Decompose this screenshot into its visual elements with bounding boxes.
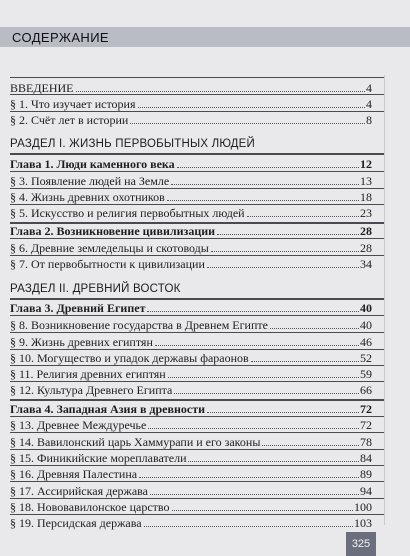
entry-page: 18 (360, 190, 372, 204)
entry-label: Глава 1. Люди каменного века (10, 157, 175, 171)
entry-label: § 14. Вавилонский царь Хаммурапи и его законы (10, 435, 261, 449)
toc-chapter[interactable] (10, 224, 372, 239)
leader-dots (188, 461, 359, 462)
leader-dots (211, 251, 359, 252)
divider (10, 349, 384, 350)
entry-page: 34 (360, 257, 372, 271)
leader-dots (207, 412, 359, 413)
divider (10, 204, 384, 205)
leader-dots (174, 393, 359, 394)
entry-label: ВВЕДЕНИЕ (10, 81, 74, 95)
entry-label: Глава 4. Западная Азия в древности (10, 402, 206, 416)
page-title: СОДЕРЖАНИЕ (12, 30, 110, 45)
divider (10, 432, 384, 433)
divider (10, 381, 384, 382)
leader-dots (171, 184, 359, 185)
toc-entry[interactable] (10, 418, 372, 433)
toc-chapter[interactable] (10, 402, 372, 417)
divider (10, 399, 384, 401)
divider (10, 171, 384, 172)
divider (10, 94, 384, 95)
entry-label: § 16. Древняя Палестина (10, 467, 138, 481)
divider (10, 365, 384, 366)
entry-label: § 10. Могущество и упадок державы фараонов (10, 351, 249, 365)
toc-entry[interactable] (10, 451, 372, 466)
entry-page: 8 (366, 113, 372, 127)
divider (10, 77, 384, 78)
leader-dots (262, 445, 359, 446)
toc-entry[interactable] (10, 367, 372, 382)
entry-label: § 15. Финикийские мореплаватели (10, 451, 187, 465)
entry-label: § 1. Что изучает история (10, 97, 136, 111)
entry-page: 84 (360, 451, 372, 465)
entry-page: 13 (360, 174, 372, 188)
toc-entry[interactable] (10, 113, 372, 128)
toc-entry[interactable] (10, 335, 372, 350)
toc-entry[interactable] (10, 467, 372, 482)
toc-chapter[interactable] (10, 157, 372, 172)
entry-page: 12 (360, 157, 372, 171)
toc-entry[interactable] (10, 383, 372, 398)
leader-dots (148, 428, 359, 429)
entry-page: 72 (360, 402, 372, 416)
entry-page: 103 (354, 516, 372, 530)
entry-label: § 19. Персидская держава (10, 516, 142, 530)
divider (10, 449, 384, 450)
toc-entry[interactable] (10, 351, 372, 366)
entry-page: 78 (360, 435, 372, 449)
leader-dots (167, 200, 359, 201)
leader-dots (150, 494, 359, 495)
entry-page: 72 (360, 418, 372, 432)
toc-entry[interactable] (10, 241, 372, 256)
entry-label: Глава 2. Возникновение цивилизации (10, 224, 216, 238)
leader-dots (147, 311, 359, 312)
entry-page: 52 (360, 351, 372, 365)
entry-page: 94 (360, 484, 372, 498)
entry-label: § 13. Древнее Междуречье (10, 418, 147, 432)
toc-entry[interactable] (10, 257, 372, 272)
leader-dots (270, 328, 359, 329)
entry-page: 28 (360, 224, 372, 238)
leader-dots (155, 345, 359, 346)
page-number: 325 (346, 532, 376, 556)
divider (10, 298, 384, 300)
divider (10, 255, 384, 256)
leader-dots (130, 123, 365, 124)
divider (10, 315, 384, 316)
toc-chapter[interactable] (10, 301, 372, 316)
entry-page: 100 (354, 500, 372, 514)
toc-entry[interactable] (10, 484, 372, 499)
divider (10, 481, 384, 482)
toc-entry[interactable] (10, 318, 372, 333)
leader-dots (144, 526, 353, 527)
leader-dots (251, 361, 359, 362)
entry-page: 46 (360, 335, 372, 349)
leader-dots (138, 107, 365, 108)
leader-dots (217, 234, 359, 235)
section-title: РАЗДЕЛ I. ЖИЗНЬ ПЕРВОБЫТНЫХ ЛЮДЕЙ (10, 138, 255, 150)
entry-label: § 3. Появление людей на Земле (10, 174, 170, 188)
toc-entry[interactable] (10, 516, 372, 531)
entry-page: 89 (360, 467, 372, 481)
leader-dots (177, 167, 359, 168)
entry-page: 23 (360, 206, 372, 220)
entry-page: 28 (360, 241, 372, 255)
entry-label: § 12. Культура Древнего Египта (10, 383, 173, 397)
divider (10, 332, 384, 333)
margin-line (384, 75, 385, 525)
toc-entry[interactable] (10, 435, 372, 450)
divider (10, 111, 384, 112)
divider (10, 238, 384, 239)
toc-entry[interactable] (10, 190, 372, 205)
entry-label: § 6. Древние земледельцы и скотоводы (10, 241, 209, 255)
entry-label: § 7. От первобытности к цивилизации (10, 257, 205, 271)
divider (10, 153, 384, 155)
leader-dots (76, 91, 365, 92)
entry-page: 40 (360, 301, 372, 315)
entry-page: 4 (366, 97, 372, 111)
leader-dots (139, 477, 359, 478)
entry-label: § 9. Жизнь древних египтян (10, 335, 153, 349)
leader-dots (207, 267, 359, 268)
divider (10, 416, 384, 417)
entry-label: Глава 3. Древний Египет (10, 301, 146, 315)
entry-page: 4 (366, 81, 372, 95)
divider (10, 498, 384, 499)
section-title: РАЗДЕЛ II. ДРЕВНИЙ ВОСТОК (10, 283, 181, 295)
entry-label: § 11. Религия древних египтян (10, 367, 166, 381)
toc-entry[interactable] (10, 174, 372, 189)
entry-label: § 2. Счёт лет в истории (10, 113, 129, 127)
divider (10, 188, 384, 189)
divider (10, 465, 384, 466)
leader-dots (247, 216, 359, 217)
entry-page: 40 (360, 318, 372, 332)
entry-label: § 17. Ассирийская держава (10, 484, 148, 498)
toc-entry[interactable] (10, 206, 372, 221)
toc-entry[interactable] (10, 500, 372, 515)
entry-page: 59 (360, 367, 372, 381)
entry-label: § 8. Возникновение государства в Древнем Египте (10, 318, 268, 332)
divider (10, 514, 384, 515)
toc-entry[interactable] (10, 97, 372, 112)
entry-label: § 5. Искусство и религия первобытных людей (10, 206, 245, 220)
entry-label: § 18. Нововавилонское царство (10, 500, 170, 514)
entry-label: § 4. Жизнь древних охотников (10, 190, 165, 204)
leader-dots (168, 377, 359, 378)
entry-page: 66 (360, 383, 372, 397)
leader-dots (172, 510, 353, 511)
